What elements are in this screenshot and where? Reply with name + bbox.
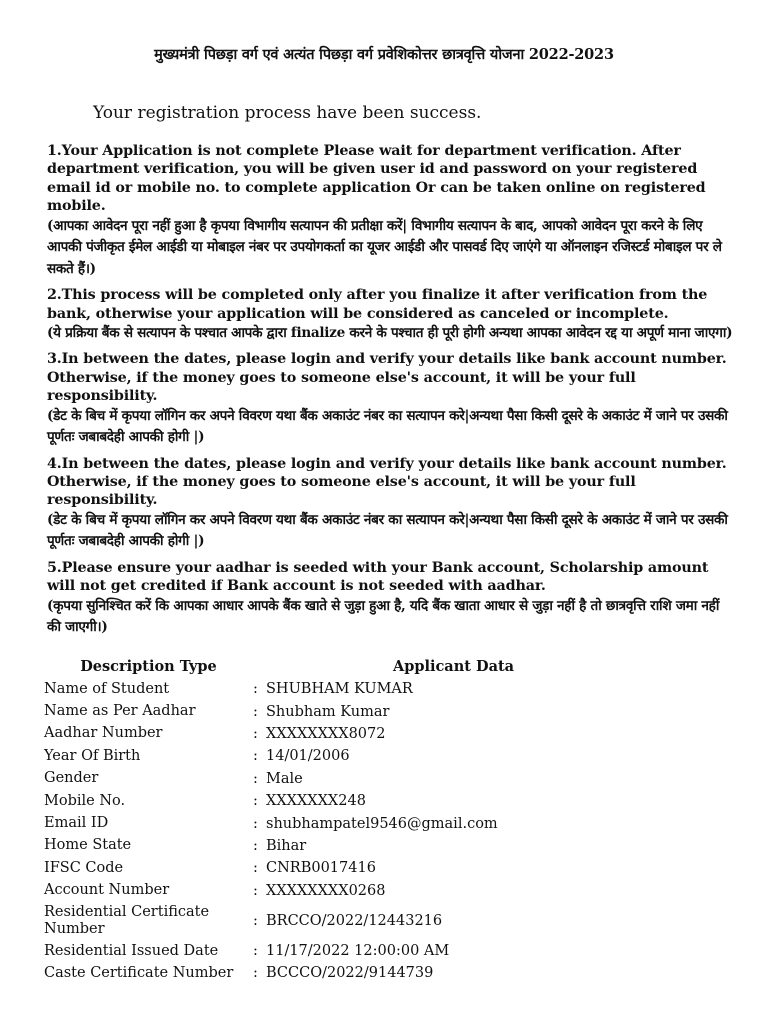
instruction-item	[47, 286, 737, 344]
table-row	[44, 880, 641, 902]
instruction-item	[47, 142, 737, 280]
row-label: Name as Per Aadhar	[44, 703, 196, 720]
row-value: BRCCO/2022/12443216	[266, 912, 443, 929]
row-value: SHUBHAM KUMAR	[266, 681, 413, 698]
row-separator: :	[253, 748, 258, 765]
instruction-english: 4.In between the dates, please login and verify your details like bank account number. Otherwise, if the money goes to someone else's account, it will be your full responsibility.	[47, 455, 727, 509]
row-value: shubhampatel9546@gmail.com	[266, 815, 498, 832]
instruction-item	[47, 350, 737, 448]
row-value: 11/17/2022 12:00:00 AM	[266, 943, 450, 960]
instruction-hindi: (आपका आवेदन पूरा नहीं हुआ है कृपया विभागीय सत्यापन की प्रतीक्षा करें| विभागीय सत्यापन के बाद, आपको आवेदन पूरा करने के लिए आपकी पंजीकृत ईमेल आईडी या मोबाइल नंबर पर उपयोगकर्ता का यूजर आईडी और पासवर्ड दिए जाएंगे या ऑनलाइन रजिस्टर्ड मोबाइल पर ले सकते हैं।)	[47, 217, 722, 277]
row-label: IFSC Code	[44, 859, 124, 876]
table-row	[44, 745, 641, 767]
row-separator: :	[253, 943, 258, 960]
row-value: XXXXXXX248	[266, 793, 366, 810]
success-message: Your registration process have been success.	[93, 103, 482, 123]
row-separator: :	[253, 703, 258, 720]
row-label: Home State	[44, 837, 132, 854]
row-value: Bihar	[266, 837, 307, 854]
row-value: BCCCO/2022/9144739	[266, 965, 434, 982]
row-value: XXXXXXXX8072	[266, 725, 386, 742]
row-value: 14/01/2006	[266, 748, 350, 765]
row-value: Male	[266, 770, 303, 787]
row-value: CNRB0017416	[266, 860, 376, 877]
row-separator: :	[253, 965, 258, 982]
row-separator: :	[253, 725, 258, 742]
row-label: Residential Certificate Number	[44, 903, 210, 937]
row-separator: :	[253, 912, 258, 929]
description-type-header: Description Type	[80, 657, 217, 675]
row-label: Caste Certificate Number	[44, 964, 234, 981]
row-separator: :	[253, 860, 258, 877]
instruction-english: 3.In between the dates, please login and verify your details like bank account number. Otherwise, if the money goes to someone else's account, it will be your full responsibility.	[47, 351, 727, 405]
row-label: Year Of Birth	[44, 747, 141, 764]
row-separator: :	[253, 793, 258, 810]
row-separator: :	[253, 882, 258, 899]
instruction-english: 5.Please ensure your aadhar is seeded with your Bank account, Scholarship amount will not get credited if Bank account is not seeded with aadhar.	[47, 559, 709, 595]
row-label: Name of Student	[44, 680, 170, 697]
row-label: Account Number	[44, 882, 170, 899]
instruction-hindi: (डेट के बिच में कृपया लॉगिन कर अपने विवरण यथा बैंक अकाउंट नंबर का सत्यापन करे|अन्यथा पैसा किसी दूसरे के अकाउंट में जाने पर उसकी पूर्णतः जबाबदेही आपकी होगी |)	[47, 407, 728, 446]
row-label: Residential Issued Date	[44, 942, 219, 959]
instruction-item	[47, 455, 737, 553]
instructions-list	[47, 142, 737, 645]
table-row	[44, 723, 641, 745]
instruction-english: 2.This process will be completed only after you finalize it after verification from the bank, otherwise your application will be considered as canceled or incomplete.	[47, 287, 708, 322]
applicant-data-table	[44, 654, 641, 985]
scheme-title: मुख्यमंत्री पिछड़ा वर्ग एवं अत्यंत पिछड़ा वर्ग प्रवेशिकोत्तर छात्रवृत्ति योजना 2022-2023	[154, 46, 614, 63]
row-label: Aadhar Number	[44, 725, 163, 742]
instruction-english: 1.Your Application is not complete Please wait for department verification. After department verification, you will be given user id and password on your registered email id or mobile no. to complete application Or can be taken online on registered mobile.	[47, 143, 706, 215]
instruction-hindi: (ये प्रक्रिया बैंक से सत्यापन के पश्चात आपके द्वारा finalize करने के पश्चात ही पूरी होगी अन्यथा आपका आवेदन रद्द या अपूर्ण माना जाएगा)	[47, 324, 733, 341]
row-separator: :	[253, 770, 258, 787]
row-label: Mobile No.	[44, 792, 126, 809]
table-row	[44, 962, 641, 984]
table-row	[44, 835, 641, 857]
row-value: XXXXXXXX0268	[266, 882, 386, 899]
row-label: Email ID	[44, 815, 109, 832]
row-separator: :	[253, 681, 258, 698]
row-separator: :	[253, 837, 258, 854]
row-separator: :	[253, 815, 258, 832]
instruction-hindi: (कृपया सुनिश्चित करें कि आपका आधार आपके बैंक खाते से जुड़ा हुआ है, यदि बैंक खाता आधार से जुड़ा नहीं है तो छात्रवृत्ति राशि जमा नहीं की जाएगी।)	[47, 597, 720, 636]
table-row	[44, 768, 641, 790]
instruction-hindi: (डेट के बिच में कृपया लॉगिन कर अपने विवरण यथा बैंक अकाउंट नंबर का सत्यापन करे|अन्यथा पैसा किसी दूसरे के अकाउंट में जाने पर उसकी पूर्णतः जबाबदेही आपकी होगी |)	[47, 511, 728, 550]
table-row	[44, 902, 641, 940]
table-row	[44, 940, 641, 962]
table-row	[44, 812, 641, 834]
table-row	[44, 857, 641, 879]
instruction-item	[47, 559, 737, 639]
table-row	[44, 678, 641, 700]
table-row	[44, 700, 641, 722]
table-header-row	[44, 654, 641, 678]
applicant-data-header: Applicant Data	[392, 657, 515, 675]
table-row	[44, 790, 641, 812]
row-value: Shubham Kumar	[266, 703, 390, 720]
row-label: Gender	[44, 770, 99, 787]
